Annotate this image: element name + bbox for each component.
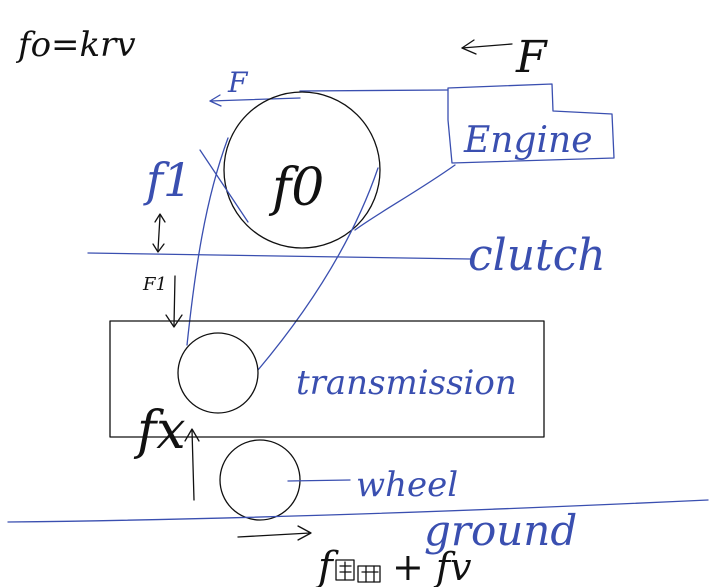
wheel-label: wheel	[356, 465, 459, 505]
ground-label: ground	[424, 506, 578, 555]
wheel-pointer-line	[288, 480, 350, 481]
force-label-top-right: F	[516, 32, 547, 83]
transmission-wheel-circle	[178, 333, 258, 413]
clutch-down-arrow	[166, 276, 182, 327]
transmission-label: transmission	[296, 363, 517, 403]
force-label-top-left: F	[228, 66, 248, 99]
bottom-formula-left: f	[318, 544, 333, 587]
engine-top-line	[300, 90, 448, 91]
road-wheel-circle	[220, 440, 300, 520]
clutch-double-arrow	[153, 214, 165, 252]
force-arrow-top-right	[462, 40, 512, 54]
force-arrow-top-left	[210, 95, 300, 106]
formula-fo-krv: fo=krv	[18, 25, 136, 65]
clutch-force-f1-label: f1	[146, 153, 193, 207]
engine-belt	[355, 165, 455, 230]
transmission-force-label: fx	[137, 401, 186, 461]
clutch-label: clutch	[468, 230, 606, 281]
wheel-up-arrow	[185, 429, 199, 500]
clutch-force-F1-label: F1	[143, 274, 167, 295]
belt-left-strand	[187, 138, 228, 345]
bottom-formula-right: + fv	[392, 545, 472, 587]
bottom-formula-scribble	[336, 560, 380, 582]
engine-wheel-label: f0	[272, 158, 325, 218]
clutch-line	[88, 253, 470, 259]
engine-label: Engine	[464, 120, 593, 161]
ground-force-arrow	[238, 526, 311, 540]
